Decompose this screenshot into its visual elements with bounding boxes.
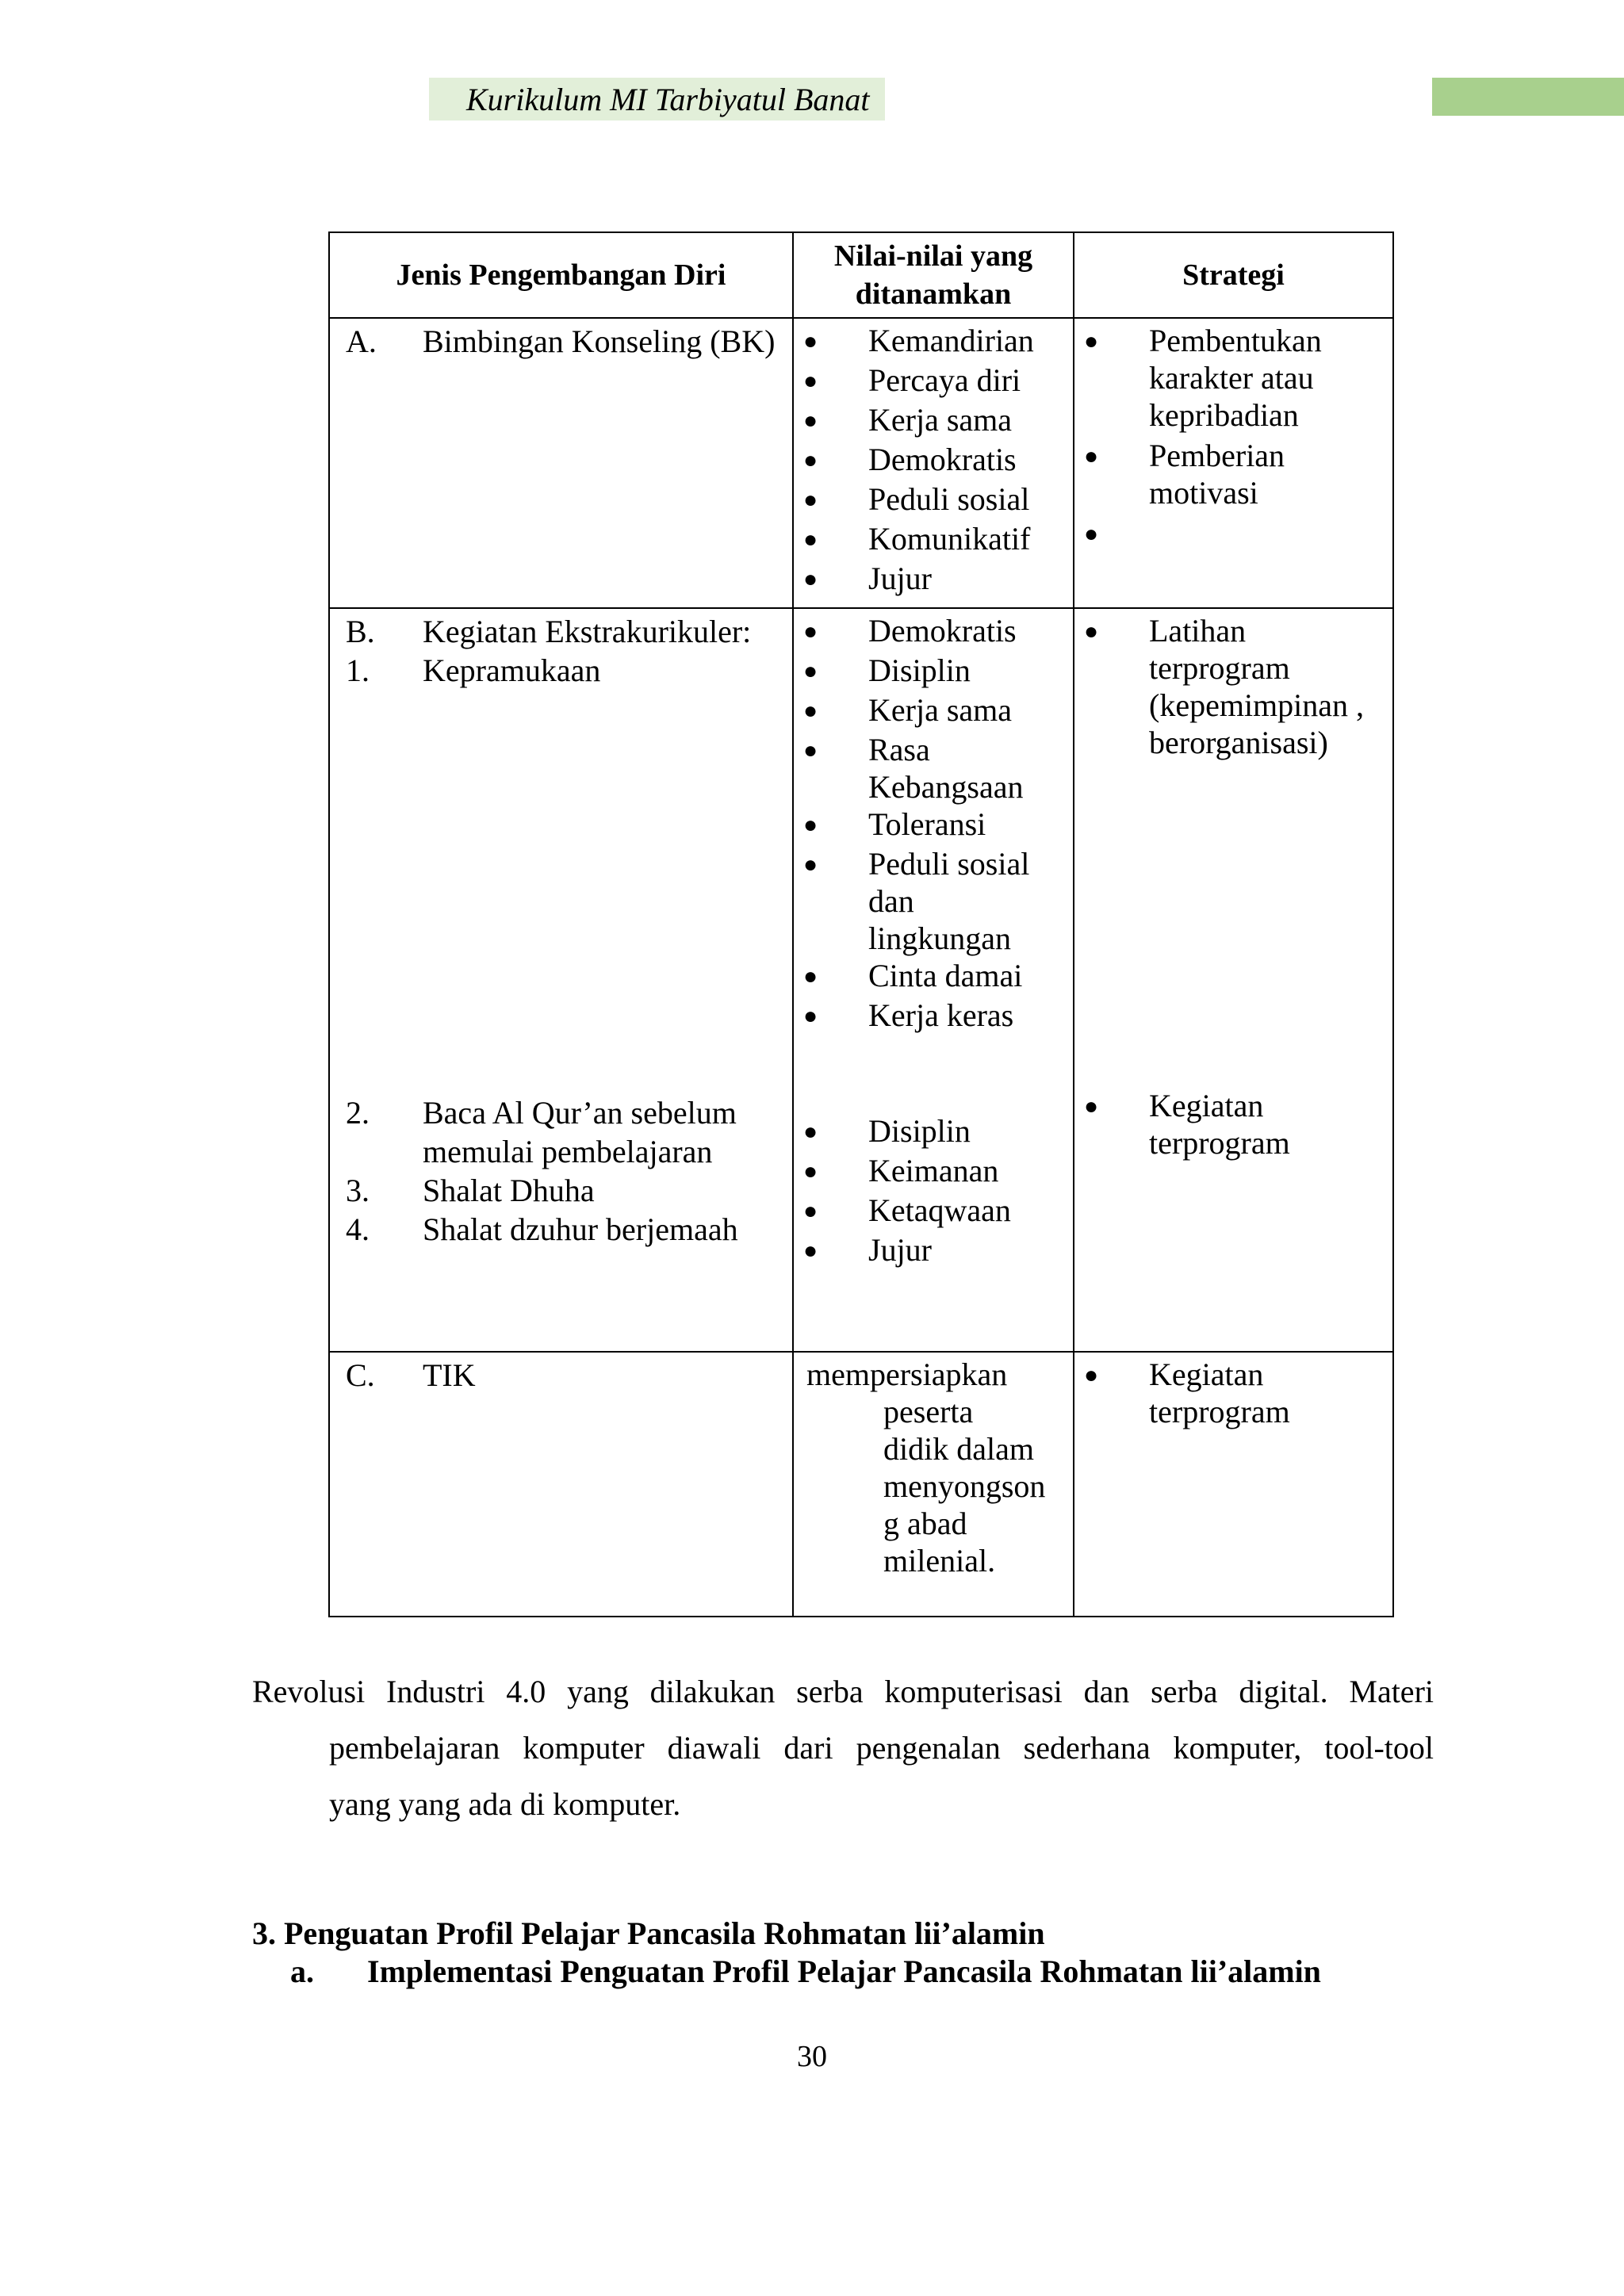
bullet-icon: ● xyxy=(803,698,818,724)
list-item xyxy=(346,651,783,690)
item-text: Kerja keras xyxy=(868,997,1014,1033)
item-text: Pembentukan karakter atau kepribadian xyxy=(1149,323,1322,433)
list-item xyxy=(797,401,1063,441)
paragraph-line: pembelajaran komputer diawali dari pengenalan sederhana komputer, tool-tool xyxy=(329,1730,1434,1766)
tik-text-line: g abad xyxy=(883,1506,967,1541)
item-label: B. xyxy=(346,614,375,649)
column-header-nilai xyxy=(793,232,1074,318)
list-item xyxy=(1078,437,1383,511)
item-text: Kerja sama xyxy=(868,402,1013,438)
list-item xyxy=(797,806,1063,845)
header-accent-bar xyxy=(1432,78,1624,116)
list-item xyxy=(346,1356,783,1395)
bullet-icon: ● xyxy=(803,368,818,394)
subsection-label: a. xyxy=(290,1954,314,1989)
list-item xyxy=(346,322,783,361)
list-item xyxy=(797,691,1063,731)
bullet-icon: ● xyxy=(803,851,818,878)
item-text: Peduli sosial dan lingkungan xyxy=(868,846,1030,956)
bullet-icon: ● xyxy=(803,618,818,645)
list-item xyxy=(346,1093,783,1171)
item-label: 4. xyxy=(346,1211,370,1247)
bullet-icon: ● xyxy=(803,1238,818,1264)
bullet-icon: ● xyxy=(1084,443,1099,469)
cell-strategi xyxy=(1074,318,1393,608)
paragraph-line: Revolusi Industri 4.0 yang dilakukan serba komputerisasi dan serba digital. Materi xyxy=(252,1674,1434,1709)
item-label: 2. xyxy=(346,1095,370,1131)
item-text: Disiplin xyxy=(868,652,971,688)
list-item xyxy=(797,441,1063,480)
item-text: Demokratis xyxy=(868,613,1017,649)
bullet-icon: ● xyxy=(1084,328,1099,354)
item-label: C. xyxy=(346,1357,375,1393)
item-text: Kerja sama xyxy=(868,692,1013,728)
list-item xyxy=(797,652,1063,691)
list-item xyxy=(797,1112,1063,1152)
item-text: Percaya diri xyxy=(868,362,1021,398)
list-item xyxy=(346,1210,783,1249)
subsection-heading xyxy=(290,1953,1321,1991)
item-text: Baca Al Qur’an sebelum memulai pembelajaran xyxy=(423,1095,737,1169)
list-item xyxy=(797,1231,1063,1271)
list-item xyxy=(1078,612,1383,761)
bullet-icon: ● xyxy=(1084,618,1099,645)
column-header-jenis: Jenis Pengembangan Diri xyxy=(329,232,793,318)
cell-jenis xyxy=(329,608,793,1352)
item-text: Disiplin xyxy=(868,1113,971,1149)
table-row xyxy=(329,1352,1393,1617)
list-item xyxy=(1078,322,1383,434)
item-text: Kepramukaan xyxy=(423,652,601,688)
item-text: Cinta damai xyxy=(868,958,1023,993)
bullet-icon: ● xyxy=(803,1003,818,1029)
bullet-icon: ● xyxy=(1084,1093,1099,1119)
item-text: Toleransi xyxy=(868,806,986,842)
bullet-icon: ● xyxy=(803,408,818,434)
column-header-strategi: Strategi xyxy=(1074,232,1393,318)
table-header-row xyxy=(329,232,1393,318)
list-item xyxy=(797,731,1063,806)
bullet-icon: ● xyxy=(803,487,818,513)
list-item xyxy=(797,997,1063,1036)
tik-text-line: peserta xyxy=(883,1394,974,1429)
bullet-icon: ● xyxy=(803,812,818,838)
list-item xyxy=(797,845,1063,957)
item-text: Jujur xyxy=(868,561,932,596)
tik-text-line: menyongson xyxy=(883,1468,1046,1504)
running-header-title: Kurikulum MI Tarbiyatul Banat xyxy=(466,82,870,117)
subsection-title: Implementasi Penguatan Profil Pelajar Pancasila Rohmatan lii’alamin xyxy=(367,1954,1321,1989)
section-heading: 3. Penguatan Profil Pelajar Pancasila Rohmatan lii’alamin xyxy=(252,1915,1045,1951)
tik-text-line: milenial. xyxy=(883,1543,996,1578)
paragraph-line: yang yang ada di komputer. xyxy=(329,1786,681,1822)
item-text: Shalat dzuhur berjemaah xyxy=(423,1211,738,1247)
item-text: Keimanan xyxy=(868,1153,999,1188)
bullet-icon: ● xyxy=(803,1198,818,1224)
item-label: 3. xyxy=(346,1173,370,1208)
list-item xyxy=(797,560,1063,599)
item-text: Komunikatif xyxy=(868,521,1031,557)
item-label: A. xyxy=(346,323,377,359)
bullet-icon: ● xyxy=(803,658,818,684)
cell-jenis xyxy=(329,318,793,608)
item-text: Latihan terprogram (kepemimpinan , berorganisasi) xyxy=(1149,613,1365,760)
item-text: Rasa Kebangsaan xyxy=(868,732,1024,805)
item-text: Kegiatan terprogram xyxy=(1149,1357,1290,1429)
item-text: Demokratis xyxy=(868,442,1017,477)
bullet-icon: ● xyxy=(803,737,818,763)
bullet-icon: ● xyxy=(803,1158,818,1184)
self-development-table xyxy=(328,232,1394,1617)
list-item xyxy=(1078,1087,1383,1161)
bullet-icon: ● xyxy=(803,1119,818,1145)
list-item xyxy=(797,322,1063,362)
item-text: Kegiatan Ekstrakurikuler: xyxy=(423,614,752,649)
item-label: 1. xyxy=(346,652,370,688)
list-item xyxy=(797,480,1063,520)
list-item xyxy=(797,520,1063,560)
cell-nilai xyxy=(793,318,1074,608)
item-text: Ketaqwaan xyxy=(868,1192,1011,1228)
tik-text-line: didik dalam xyxy=(883,1431,1034,1467)
body-paragraph xyxy=(252,1663,1434,1832)
list-item xyxy=(797,362,1063,401)
cell-nilai xyxy=(793,608,1074,1352)
item-text: Shalat Dhuha xyxy=(423,1173,595,1208)
page-number: 30 xyxy=(797,2040,827,2073)
list-item xyxy=(346,612,783,651)
bullet-icon: ● xyxy=(1084,1362,1099,1388)
list-item xyxy=(797,957,1063,997)
list-item xyxy=(1078,1356,1383,1430)
item-text xyxy=(1149,515,1383,554)
tik-text-first: mempersiapkan xyxy=(806,1357,1008,1392)
item-text: Peduli sosial xyxy=(868,481,1030,517)
list-item xyxy=(797,1152,1063,1192)
bullet-icon: ● xyxy=(803,566,818,592)
bullet-icon: ● xyxy=(803,328,818,354)
bullet-icon: ● xyxy=(803,526,818,553)
column-header-nilai-text: Nilai-nilai yang ditanamkan xyxy=(833,239,1033,311)
list-item xyxy=(1078,515,1383,554)
list-item xyxy=(797,612,1063,652)
list-item xyxy=(346,1171,783,1210)
bullet-icon: ● xyxy=(1084,521,1099,547)
item-text: TIK xyxy=(423,1357,476,1393)
list-item xyxy=(797,1192,1063,1231)
cell-jenis xyxy=(329,1352,793,1617)
cell-strategi xyxy=(1074,608,1393,1352)
table-row xyxy=(329,608,1393,1352)
item-text: Kegiatan terprogram xyxy=(1149,1088,1290,1161)
item-text: Bimbingan Konseling (BK) xyxy=(423,323,776,359)
cell-strategi xyxy=(1074,1352,1393,1617)
bullet-icon: ● xyxy=(803,447,818,473)
cell-nilai xyxy=(793,1352,1074,1617)
item-text: Pemberian motivasi xyxy=(1149,438,1285,511)
item-text: Jujur xyxy=(868,1232,932,1268)
table-row xyxy=(329,318,1393,608)
bullet-icon: ● xyxy=(803,963,818,989)
item-text: Kemandirian xyxy=(868,323,1034,358)
